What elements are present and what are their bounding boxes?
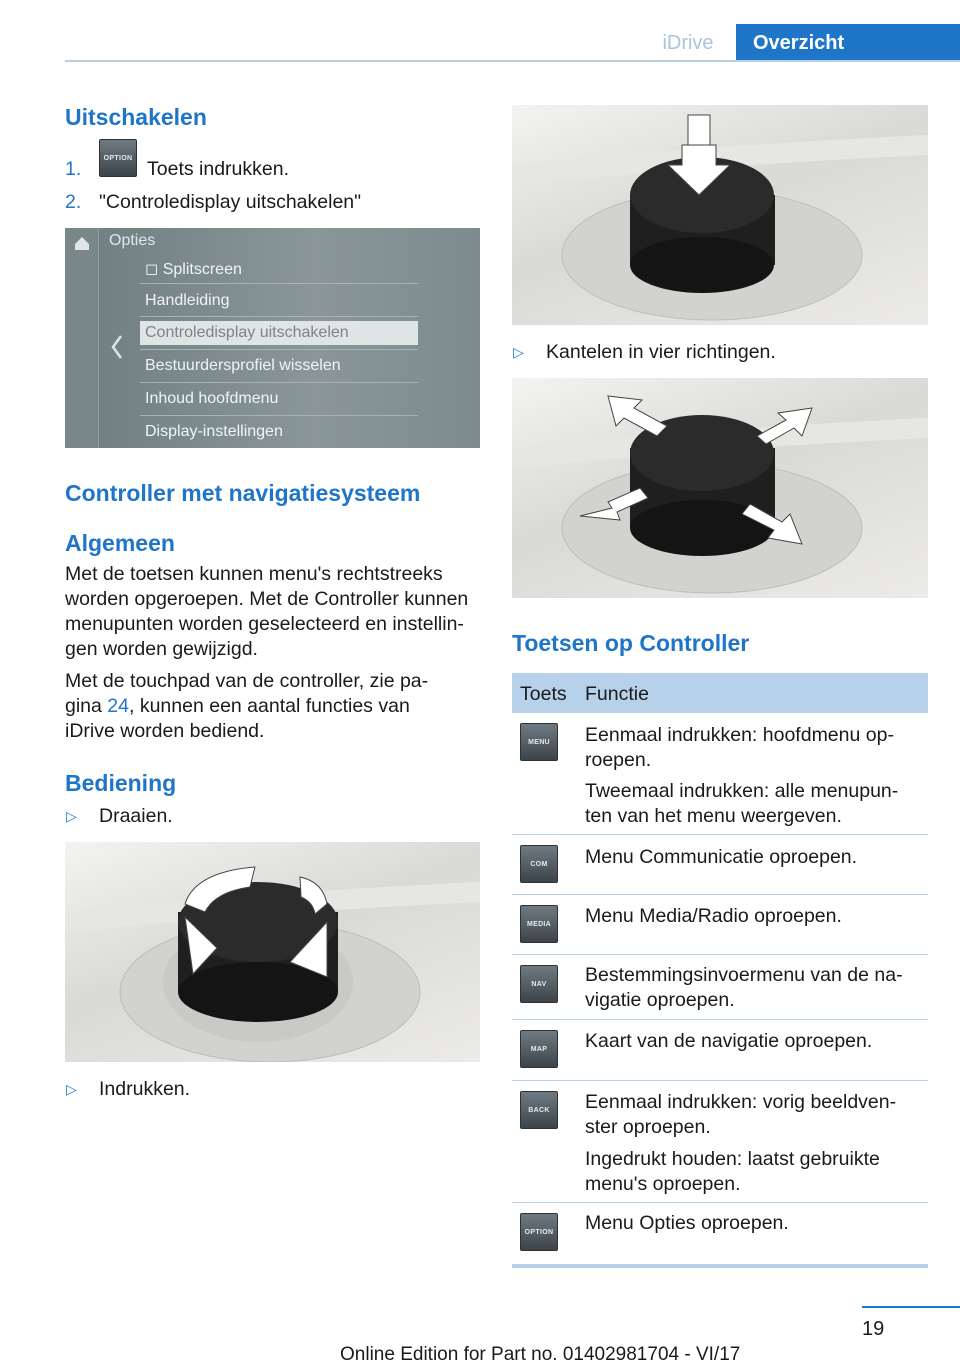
table-row-divider xyxy=(512,1019,928,1020)
table-row-divider xyxy=(512,834,928,835)
table-header-toets: Toets xyxy=(520,683,567,705)
footer-rule xyxy=(862,1306,960,1308)
screen-sidebar xyxy=(65,228,99,448)
header-rule xyxy=(65,60,960,62)
header-section: iDrive xyxy=(662,31,714,54)
table-cell-line: Tweemaal indrukken: alle menupun‐ xyxy=(585,780,899,802)
controller-press-image xyxy=(512,105,928,325)
algemeen-line: gen worden gewijzigd. xyxy=(65,638,258,660)
algemeen-heading: Algemeen xyxy=(65,530,175,556)
header-chapter: Overzicht xyxy=(736,24,960,62)
divider xyxy=(140,382,418,383)
controller-rotate-image xyxy=(65,842,480,1062)
touchpad-text: , kunnen een aantal functies van xyxy=(129,695,410,717)
divider xyxy=(140,415,418,416)
screen-menu-item: Handleiding xyxy=(145,292,230,309)
table-cell-line: ten van het menu weergeven. xyxy=(585,805,842,827)
table-header xyxy=(512,673,928,713)
media-key-icon: MEDIA xyxy=(520,905,558,943)
table-row-divider xyxy=(512,954,928,955)
screen-menu-item: Inhoud hoofdmenu xyxy=(145,390,279,407)
table-row-divider xyxy=(512,1202,928,1203)
chevron-left-icon xyxy=(109,334,123,360)
home-icon xyxy=(65,228,99,448)
table-row-divider xyxy=(512,894,928,895)
screen-menu-item: Display-instellingen xyxy=(145,423,283,440)
controller-rotate-illustration xyxy=(65,842,480,1062)
table-cell-line: ster oproepen. xyxy=(585,1116,711,1138)
controller-heading: Controller met navigatiesysteem xyxy=(65,480,421,506)
screen-menu-item: Bestuurdersprofiel wisselen xyxy=(145,357,341,374)
table-cell-line: Kaart van de navigatie oproepen. xyxy=(585,1030,873,1052)
bullet-triangle-icon: ▷ xyxy=(513,344,524,360)
table-cell-line: Eenmaal indrukken: hoofdmenu op‐ xyxy=(585,724,894,746)
table-bottom-rule xyxy=(512,1264,928,1268)
screen-menu-item: ◻ Splitscreen xyxy=(145,261,242,278)
divider xyxy=(140,316,418,317)
bullet-triangle-icon: ▷ xyxy=(66,1081,77,1097)
page-link[interactable]: 24 xyxy=(107,695,129,717)
table-cell-line: Ingedrukt houden: laatst gebruikte xyxy=(585,1148,880,1170)
map-key-icon: MAP xyxy=(520,1030,558,1068)
table-cell-line: Eenmaal indrukken: vorig beeldven‐ xyxy=(585,1091,897,1113)
table-cell-line: Menu Opties oproepen. xyxy=(585,1212,789,1234)
step-text: "Controledisplay uitschakelen" xyxy=(99,191,362,213)
touchpad-line: iDrive worden bediend. xyxy=(65,720,265,742)
table-cell-line: menu's oproepen. xyxy=(585,1173,741,1195)
table-cell-line: Menu Media/Radio oproepen. xyxy=(585,905,842,927)
step-text: Toets indrukken. xyxy=(147,158,289,180)
step-number: 1. xyxy=(65,158,82,180)
option-key-icon: OPTION xyxy=(520,1213,558,1251)
page-number: 19 xyxy=(862,1318,885,1340)
table-cell-line: Menu Communicatie oproepen. xyxy=(585,846,858,868)
screen-title: Opties xyxy=(109,232,156,249)
algemeen-line: worden opgeroepen. Met de Controller kunnen xyxy=(65,588,469,610)
bullet-text: Kantelen in vier richtingen. xyxy=(546,341,776,363)
table-header-functie: Functie xyxy=(585,683,649,705)
algemeen-line: menupunten worden geselecteerd en instellin‐ xyxy=(65,613,464,635)
nav-key-icon: NAV xyxy=(520,965,558,1003)
bullet-text: Draaien. xyxy=(99,805,173,827)
back-key-icon: BACK xyxy=(520,1091,558,1129)
touchpad-line xyxy=(65,694,410,719)
controller-press-illustration xyxy=(512,105,928,325)
table-cell-line: roepen. xyxy=(585,749,652,771)
touchpad-text: gina xyxy=(65,695,108,717)
divider xyxy=(140,349,418,350)
step-number: 2. xyxy=(65,191,82,213)
menu-key-icon: MENU xyxy=(520,723,558,761)
table-row-divider xyxy=(512,1080,928,1081)
bullet-text: Indrukken. xyxy=(99,1078,191,1100)
table-cell-line: Bestemmingsinvoermenu van de na‐ xyxy=(585,964,903,986)
bullet-triangle-icon: ▷ xyxy=(66,808,77,824)
controller-tilt-image xyxy=(512,378,928,598)
toetsen-heading: Toetsen op Controller xyxy=(512,630,750,656)
touchpad-line: Met de touchpad van de controller, zie pa‐ xyxy=(65,670,429,692)
screen-menu-item-selected: Controledisplay uitschakelen xyxy=(145,324,349,341)
divider xyxy=(140,283,418,284)
uitschakelen-heading: Uitschakelen xyxy=(65,104,207,130)
options-screen-image xyxy=(65,228,480,448)
com-key-icon: COM xyxy=(520,845,558,883)
algemeen-line: Met de toetsen kunnen menu's rechtstreeks xyxy=(65,563,443,585)
controller-tilt-illustration xyxy=(512,378,928,598)
bediening-heading: Bediening xyxy=(65,770,177,796)
option-key-icon: OPTION xyxy=(99,139,137,177)
table-cell-line: vigatie oproepen. xyxy=(585,989,735,1011)
edition-text: Online Edition for Part no. 01402981704 - VI/17 xyxy=(340,1344,741,1362)
